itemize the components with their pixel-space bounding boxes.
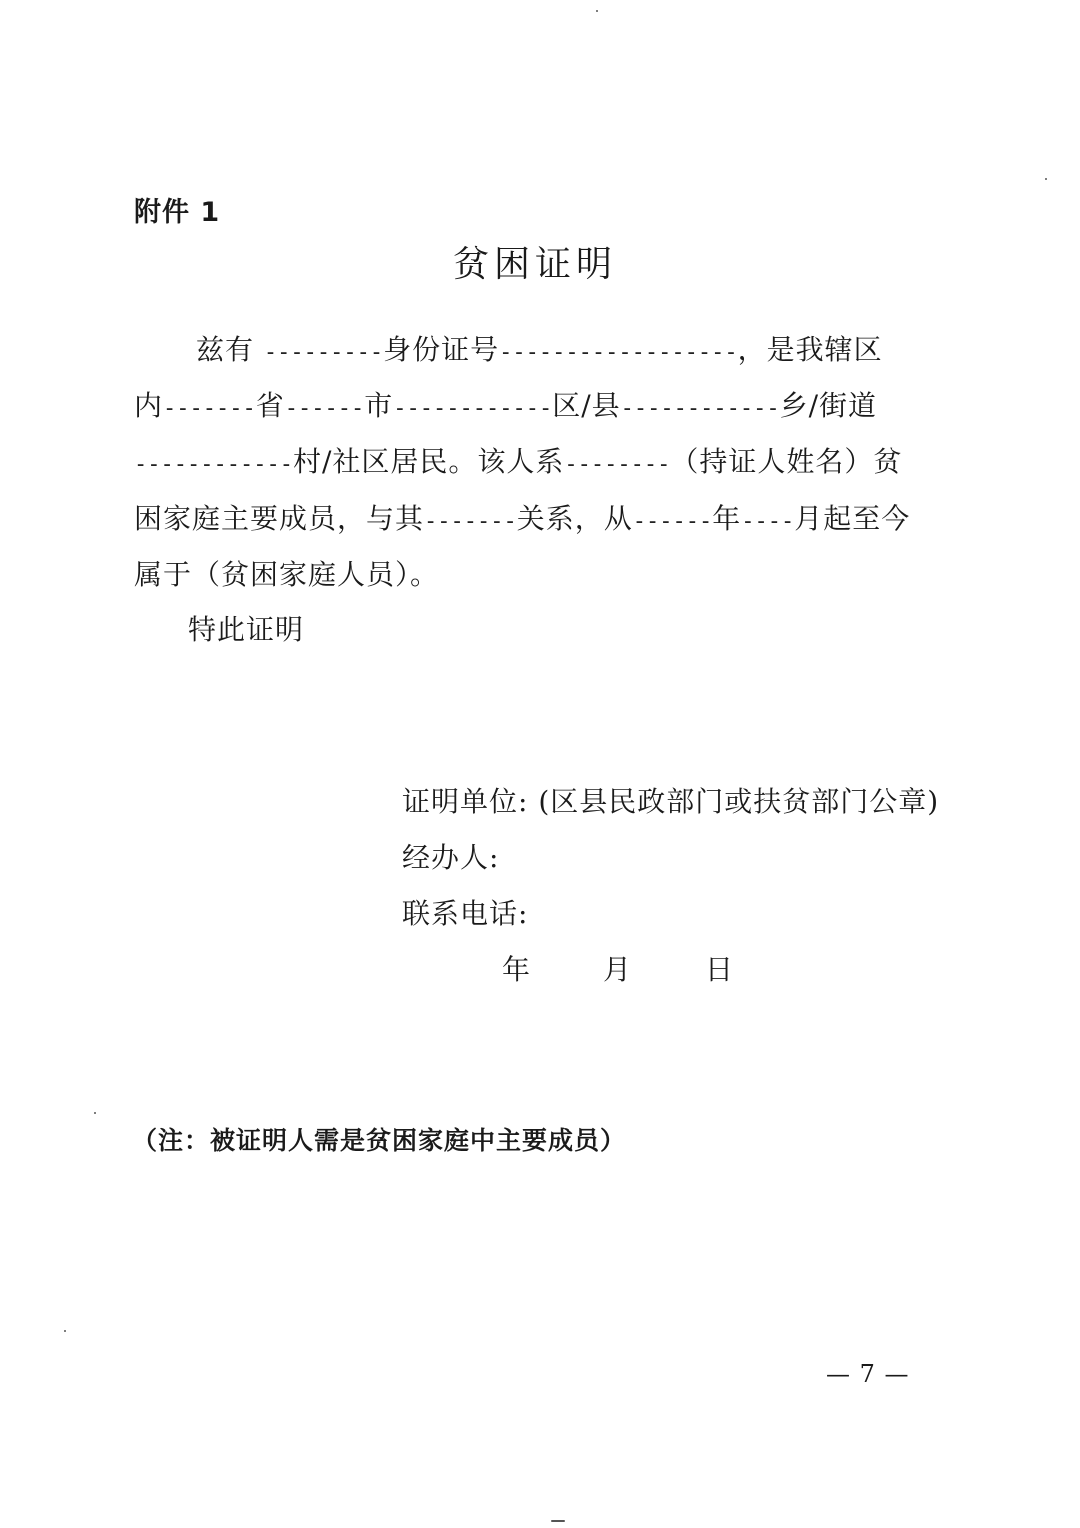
text-district: 区/县 (552, 389, 621, 422)
scan-speck (1045, 178, 1047, 180)
text-city: 市 (364, 389, 394, 422)
text-year: 年 (712, 502, 742, 535)
blank-month: ---- (741, 509, 795, 534)
text-relation: 关系，从 (516, 502, 633, 535)
date-year-label: 年 (502, 953, 531, 986)
closing-text: 特此证明 (188, 613, 305, 646)
blank-name: --------- (263, 340, 384, 365)
phone-label: 联系电话: (402, 897, 529, 930)
blank-district: ------------ (393, 396, 553, 421)
blank-township: ------------ (620, 396, 780, 421)
blank-year: ------ (632, 509, 713, 534)
certifying-unit: 证明单位: (区县民政部门或扶贫部门公章) (402, 785, 940, 818)
attachment-label: 附件 1 (134, 197, 221, 228)
text-nei: 内 (134, 389, 164, 422)
blank-city: ------ (284, 396, 365, 421)
body-line-3 (134, 440, 902, 480)
text-month-since: 月起至今 (794, 502, 911, 535)
scan-speck (64, 1330, 66, 1332)
scan-speck (596, 10, 598, 12)
page-number: — 7 — (826, 1360, 910, 1388)
body-line-1 (196, 328, 883, 368)
document-title: 贫困证明 (453, 244, 618, 285)
date-day-label: 日 (705, 953, 734, 986)
blank-id-number: ------------------ (499, 340, 738, 365)
scan-speck (551, 1520, 565, 1522)
body-line-5: 属于（贫困家庭人员）。 (134, 558, 440, 591)
text-village: 村/社区居民。该人系 (292, 445, 565, 478)
text-family-member: 困家庭主要成员，与其 (134, 502, 425, 535)
text-township: 乡/街道 (779, 389, 878, 422)
blank-province: ------- (163, 396, 256, 421)
text-id-number: 身份证号 (383, 333, 500, 366)
date-month-label: 月 (603, 953, 632, 986)
text-province: 省 (255, 389, 285, 422)
footer-note: （注：被证明人需是贫困家庭中主要成员） (132, 1126, 627, 1155)
blank-village: ------------ (134, 452, 293, 477)
blank-relation: ------- (424, 509, 517, 534)
handler-label: 经办人: (402, 841, 500, 874)
body-line-4 (134, 497, 910, 537)
text-jurisdiction: ，是我辖区 (737, 333, 883, 366)
body-line-2 (134, 384, 877, 424)
text-ciyou: 兹有 (196, 333, 255, 366)
blank-holder-name: -------- (564, 452, 671, 477)
scan-speck (94, 1112, 96, 1114)
text-holder-name: （持证人姓名）贫 (670, 445, 903, 478)
